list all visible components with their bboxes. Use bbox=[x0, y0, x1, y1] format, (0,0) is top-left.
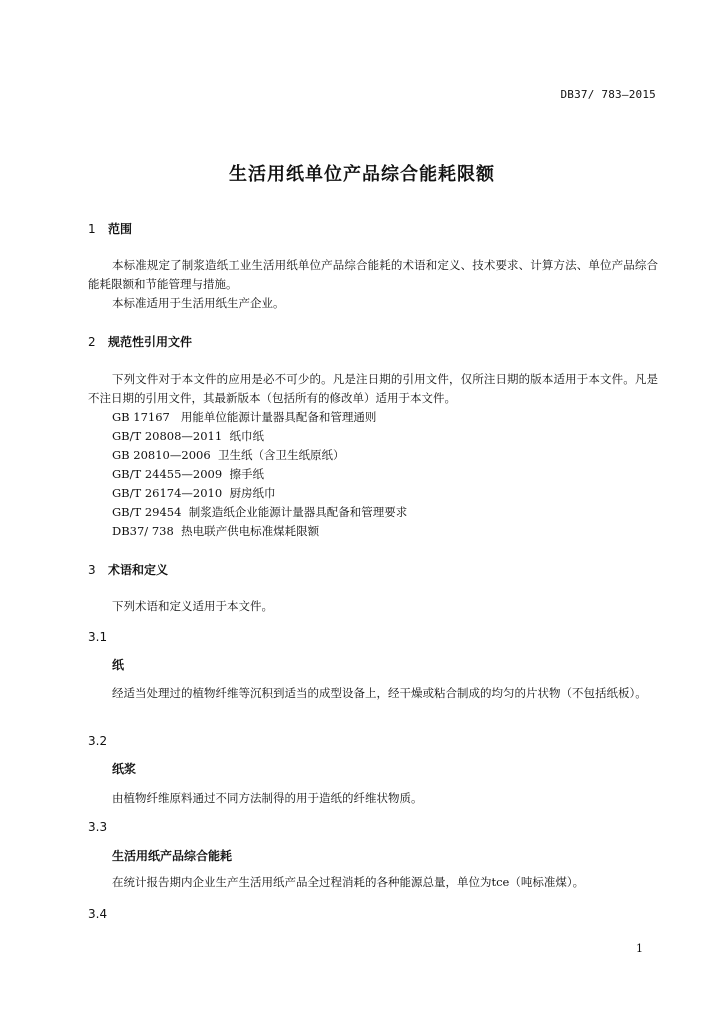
clause-number: 3.3 bbox=[88, 820, 108, 834]
section-title: 术语和定义 bbox=[108, 563, 169, 577]
reference-item: GB/T 20808—2011 纸巾纸 bbox=[112, 429, 264, 443]
paragraph: 本标准适用于生活用纸生产企业。 bbox=[112, 296, 285, 310]
page-number: 1 bbox=[636, 942, 643, 955]
reference-item: DB37/ 738 热电联产供电标准煤耗限额 bbox=[112, 524, 320, 538]
document-title: 生活用纸单位产品综合能耗限额 bbox=[229, 164, 495, 185]
paragraph: 本标准规定了制浆造纸工业生活用纸单位产品综合能耗的术语和定义、技术要求、计算方法、单位产品综合能耗限额和节能管理与措施。 bbox=[88, 258, 658, 291]
term-definition: 经适当处理过的植物纤维等沉积到适当的成型设备上，经干燥或粘合制成的均匀的片状物（不包括纸板）。 bbox=[112, 686, 647, 700]
reference-item: GB/T 26174—2010 厨房纸巾 bbox=[112, 486, 276, 500]
reference-item: GB/T 29454 制浆造纸企业能源计量器具配备和管理要求 bbox=[112, 505, 408, 519]
clause-number: 3.4 bbox=[88, 907, 108, 921]
clause-number: 3.2 bbox=[88, 734, 108, 748]
clause-number: 3.1 bbox=[88, 630, 108, 644]
term-definition: 由植物纤维原料通过不同方法制得的用于造纸的纤维状物质。 bbox=[112, 791, 423, 805]
section-title: 规范性引用文件 bbox=[108, 335, 193, 349]
term-title: 纸 bbox=[112, 658, 125, 672]
paragraph: 下列术语和定义适用于本文件。 bbox=[112, 599, 273, 613]
section-heading bbox=[88, 220, 132, 237]
term-title: 生活用纸产品综合能耗 bbox=[112, 849, 233, 863]
term-title: 纸浆 bbox=[112, 762, 137, 776]
paragraph: 下列文件对于本文件的应用是必不可少的。凡是注日期的引用文件，仅所注日期的版本适用于本文件。凡是不注日期的引用文件，其最新版本（包括所有的修改单）适用于本文件。 bbox=[88, 372, 658, 405]
section-number: 2 bbox=[88, 335, 96, 349]
reference-item: GB 17167 用能单位能源计量器具配备和管理通则 bbox=[112, 410, 377, 424]
section-title: 范围 bbox=[108, 222, 133, 236]
reference-item: GB 20810—2006 卫生纸（含卫生纸原纸） bbox=[112, 448, 345, 462]
section-heading bbox=[88, 561, 168, 578]
reference-item: GB/T 24455—2009 擦手纸 bbox=[112, 467, 264, 481]
document-code: DB37/ 783—2015 bbox=[560, 88, 656, 101]
section-number: 3 bbox=[88, 563, 96, 577]
section-heading bbox=[88, 333, 192, 350]
term-definition: 在统计报告期内企业生产生活用纸产品全过程消耗的各种能源总量，单位为tce（吨标准煤）。 bbox=[112, 875, 585, 889]
section-number: 1 bbox=[88, 222, 96, 236]
